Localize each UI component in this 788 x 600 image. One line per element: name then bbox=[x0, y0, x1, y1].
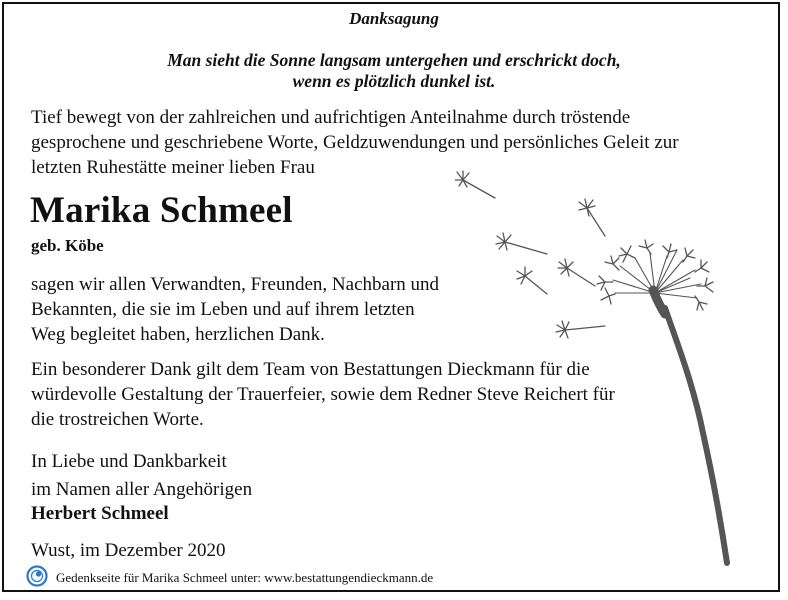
thanks-line-1: sagen wir allen Verwandten, Freunden, Nachbarn und bbox=[31, 274, 440, 295]
quote-line-1: Man sieht die Sonne langsam untergehen und erschrickt doch, bbox=[167, 50, 621, 70]
memorial-page-link[interactable]: Gedenkseite für Marika Schmeel unter: www.bestattungendieckmann.de bbox=[56, 570, 434, 585]
deceased-name: Marika Schmeel bbox=[30, 190, 293, 231]
place-date: Wust, im Dezember 2020 bbox=[31, 540, 226, 561]
quote-line-2: wenn es plötzlich dunkel ist. bbox=[292, 71, 496, 91]
closing-line-2: im Namen aller Angehörigen bbox=[31, 479, 253, 500]
special-thanks-line-2: würdevolle Gestaltung der Trauerfeier, sowie dem Redner Steve Reichert für bbox=[31, 384, 615, 405]
intro-line-2: gesprochene und geschriebene Worte, Geldzuwendungen und persönliches Geleit zur bbox=[31, 132, 679, 153]
dandelion-icon bbox=[455, 168, 755, 588]
maiden-name: geb. Köbe bbox=[31, 236, 104, 255]
signer-name: Herbert Schmeel bbox=[31, 503, 169, 524]
thanks-line-3: Weg begleitet haben, herzlichen Dank. bbox=[31, 324, 325, 345]
memorial-logo-icon bbox=[26, 565, 48, 587]
thanks-line-2: Bekannten, die sie im Leben und auf ihrem letzten bbox=[31, 299, 415, 320]
special-thanks-line-1: Ein besonderer Dank gilt dem Team von Bestattungen Dieckmann für die bbox=[31, 359, 590, 380]
intro-line-3: letzten Ruhestätte meiner lieben Frau bbox=[31, 157, 315, 178]
closing-line-1: In Liebe und Dankbarkeit bbox=[31, 451, 227, 472]
notice-heading: Danksagung bbox=[349, 9, 439, 28]
special-thanks-line-3: die trostreichen Worte. bbox=[31, 409, 204, 430]
intro-line-1: Tief bewegt von der zahlreichen und aufrichtigen Anteilnahme durch tröstende bbox=[31, 107, 631, 128]
